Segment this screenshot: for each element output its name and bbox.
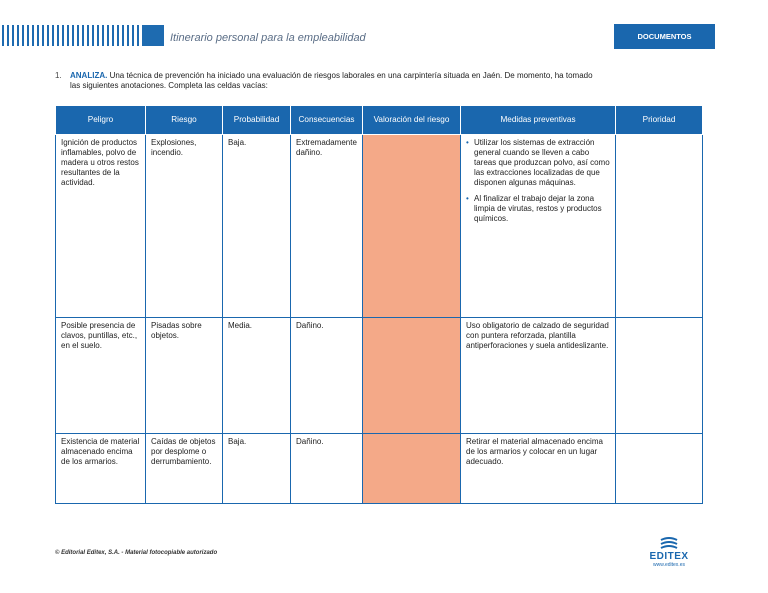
cell-probabilidad: Baja. — [223, 434, 291, 504]
cell-riesgo: Pisadas sobre objetos. — [146, 318, 223, 434]
cell-consecuencias: Dañino. — [291, 434, 363, 504]
cell-consecuencias: Extremadamente dañino. — [291, 135, 363, 318]
exercise-instruction — [55, 71, 715, 91]
logo-url: www.editex.es — [653, 562, 685, 568]
measures-list — [466, 138, 610, 224]
cell-probabilidad: Baja. — [223, 135, 291, 318]
cell-riesgo: Explosiones, incendio. — [146, 135, 223, 318]
cell-peligro: Posible presencia de clavos, puntillas, etc., en el suelo. — [56, 318, 146, 434]
logo-brand: EDITEX — [649, 551, 689, 562]
header-valoracion: Valoración del riesgo — [363, 106, 461, 135]
page-subtitle: Itinerario personal para la empleabilidad — [170, 32, 366, 44]
editex-logo — [648, 536, 690, 568]
exercise-text: Una técnica de prevención ha iniciado una evaluación de riesgos laborales en una carpintería situada en Jaén. De momento, ha tomado — [109, 71, 593, 80]
header-stripes — [2, 25, 164, 46]
header-peligro: Peligro — [56, 106, 146, 135]
header-riesgo: Riesgo — [146, 106, 223, 135]
cell-riesgo: Caídas de objetos por desplome o derrumbamiento. — [146, 434, 223, 504]
cell-medidas: Uso obligatorio de calzado de seguridad con puntera reforzada, plantilla antiperforaciones y suela antideslizante. — [461, 318, 616, 434]
cell-prioridad-blank[interactable] — [616, 434, 703, 504]
cell-prioridad-blank[interactable] — [616, 135, 703, 318]
measure-item: • Utilizar los sistemas de extracción general cuando se lleven a cabo tareas que produzcan polvo, así como las extracciones localizadas de que disponen algunas máquinas. — [466, 138, 610, 188]
cell-prioridad-blank[interactable] — [616, 318, 703, 434]
header-consecuencias: Consecuencias — [291, 106, 363, 135]
header-prioridad: Prioridad — [616, 106, 703, 135]
cell-probabilidad: Media. — [223, 318, 291, 434]
exercise-keyword: ANALIZA. — [70, 71, 108, 80]
cell-valoracion-blank[interactable] — [363, 318, 461, 434]
cell-medidas: Retirar el material almacenado encima de los armarios y colocar en un lugar adecuado. — [461, 434, 616, 504]
cell-medidas — [461, 135, 616, 318]
table-row — [56, 434, 703, 504]
documentos-badge: DOCUMENTOS — [614, 24, 715, 49]
table-row — [56, 318, 703, 434]
exercise-number: 1. — [55, 71, 62, 80]
cell-valoracion-blank[interactable] — [363, 434, 461, 504]
book-icon — [658, 536, 680, 552]
cell-consecuencias: Dañino. — [291, 318, 363, 434]
table-row — [56, 135, 703, 318]
header-probabilidad: Probabilidad — [223, 106, 291, 135]
risk-assessment-table — [55, 105, 703, 504]
cell-peligro: Ignición de productos inflamables, polvo de madera u otros restos resultantes de la actividad. — [56, 135, 146, 318]
exercise-text-continued: las siguientes anotaciones. Completa las celdas vacías: — [70, 81, 268, 90]
cell-valoracion-blank[interactable] — [363, 135, 461, 318]
copyright-footer: © Editorial Editex, S.A. - Material fotocopiable autorizado — [55, 550, 218, 556]
table-header-row — [56, 106, 703, 135]
measure-item: • Al finalizar el trabajo dejar la zona limpia de virutas, restos y productos químicos. — [466, 194, 610, 224]
cell-peligro: Existencia de material almacenado encima de los armarios. — [56, 434, 146, 504]
header-medidas: Medidas preventivas — [461, 106, 616, 135]
